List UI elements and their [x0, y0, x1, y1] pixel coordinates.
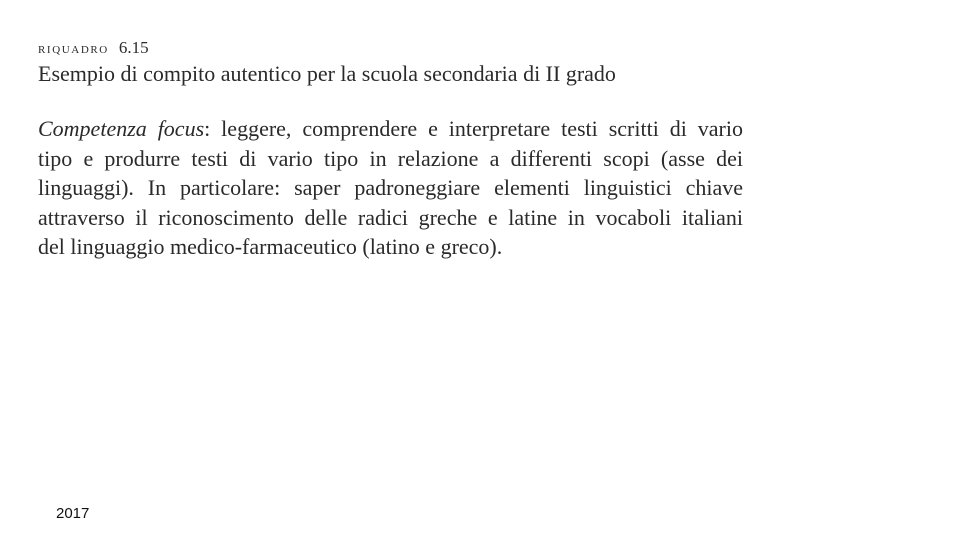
box-title: Esempio di compito autentico per la scuola secondaria di II grado — [38, 61, 616, 86]
body-line-text: : leggere, comprendere e interpretare testi scritti di vario — [204, 116, 743, 141]
body-line: linguaggi). In particolare: saper padroneggiare elementi linguistici chiave — [38, 175, 743, 200]
scanned-box — [38, 38, 743, 262]
body-line — [38, 114, 743, 144]
focus-label: Competenza focus — [38, 116, 205, 141]
box-heading — [38, 38, 743, 60]
box-body — [38, 114, 743, 262]
body-line: tipo e produrre testi di vario tipo in relazione a differenti scopi (asse dei — [38, 145, 743, 171]
footer-year: 2017 — [56, 505, 90, 522]
box-number: 6.15 — [118, 38, 149, 57]
box-label: riquadro — [38, 41, 109, 57]
body-line: del linguaggio medico-farmaceutico (latino e greco). — [38, 234, 503, 259]
body-line: attraverso il riconoscimento delle radici greche e latine in vocaboli italiani — [38, 204, 743, 230]
